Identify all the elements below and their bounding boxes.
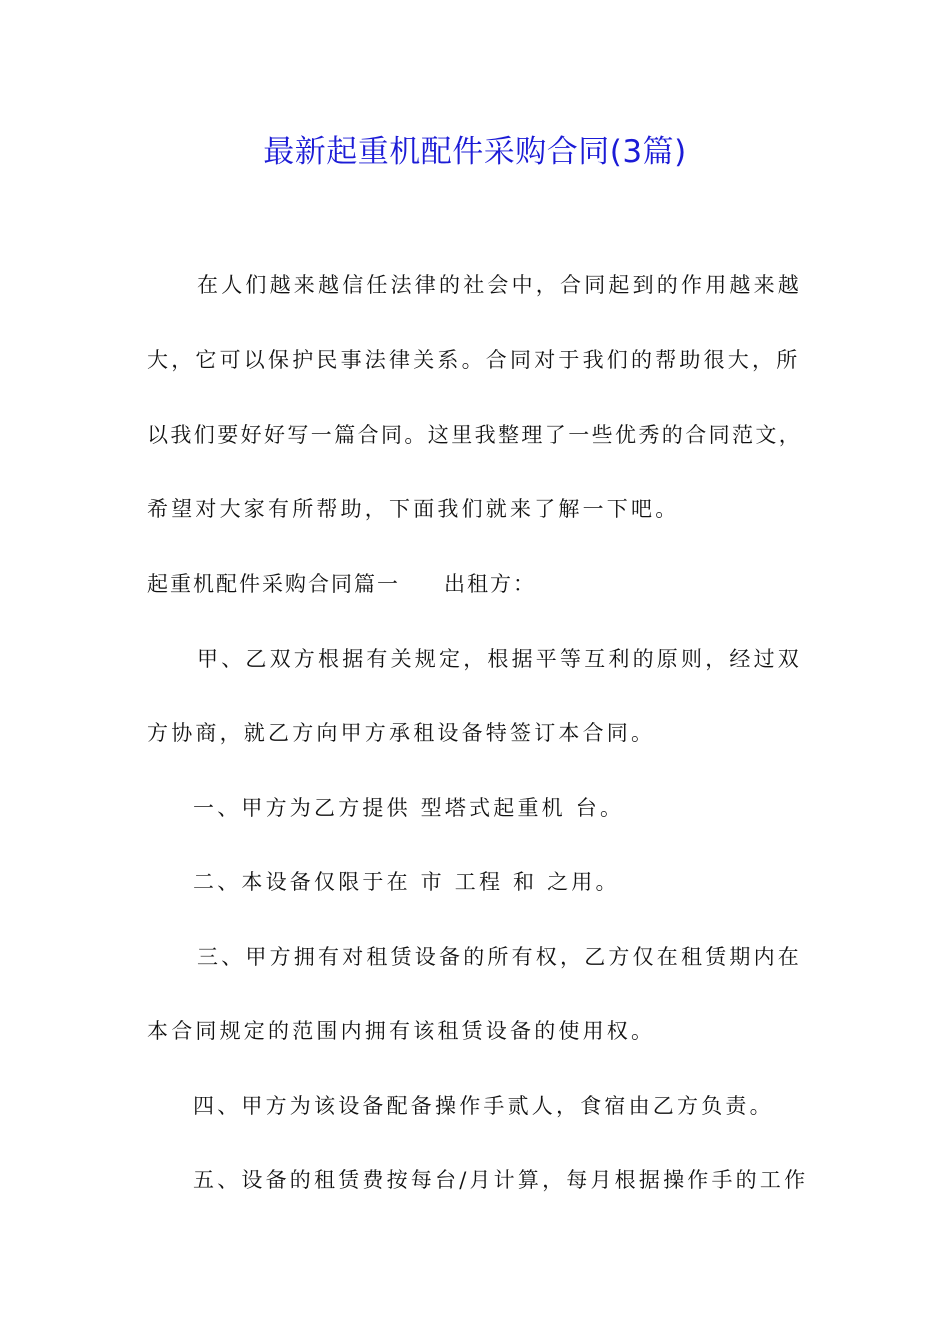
clause-line-2: 方协商，就乙方向甲方承租设备特签订本合同。	[147, 721, 656, 745]
section-heading-line	[147, 569, 827, 599]
clause-line-4: 二、本设备仅限于在 市 工程 和 之用。	[193, 870, 620, 894]
intro-line-1: 在人们越来越信任法律的社会中，合同起到的作用越来越	[197, 273, 802, 297]
intro-line-3: 以我们要好好写一篇合同。这里我整理了一些优秀的合同范文，	[147, 423, 803, 447]
intro-line-4: 希望对大家有所帮助，下面我们就来了解一下吧。	[147, 497, 680, 521]
document-title: 最新起重机配件采购合同(3篇)	[263, 134, 687, 170]
clause-line-3: 一、甲方为乙方提供 型塔式起重机 台。	[193, 796, 625, 820]
section-heading: 起重机配件采购合同篇一	[147, 572, 400, 596]
section-party-label: 出租方：	[444, 572, 536, 596]
intro-line-2: 大，它可以保护民事法律关系。合同对于我们的帮助很大，所	[147, 348, 801, 372]
clause-line-8: 五、设备的租赁费按每台/月计算，每月根据操作手的工作	[193, 1168, 809, 1192]
clause-line-1: 甲、乙双方根据有关规定，根据平等互利的原则，经过双	[197, 647, 802, 671]
clause-line-6: 本合同规定的范围内拥有该租赁设备的使用权。	[147, 1019, 656, 1043]
clause-line-7: 四、甲方为该设备配备操作手贰人，食宿由乙方负责。	[193, 1094, 774, 1118]
clause-line-5: 三、甲方拥有对租赁设备的所有权，乙方仅在租赁期内在	[197, 945, 802, 969]
